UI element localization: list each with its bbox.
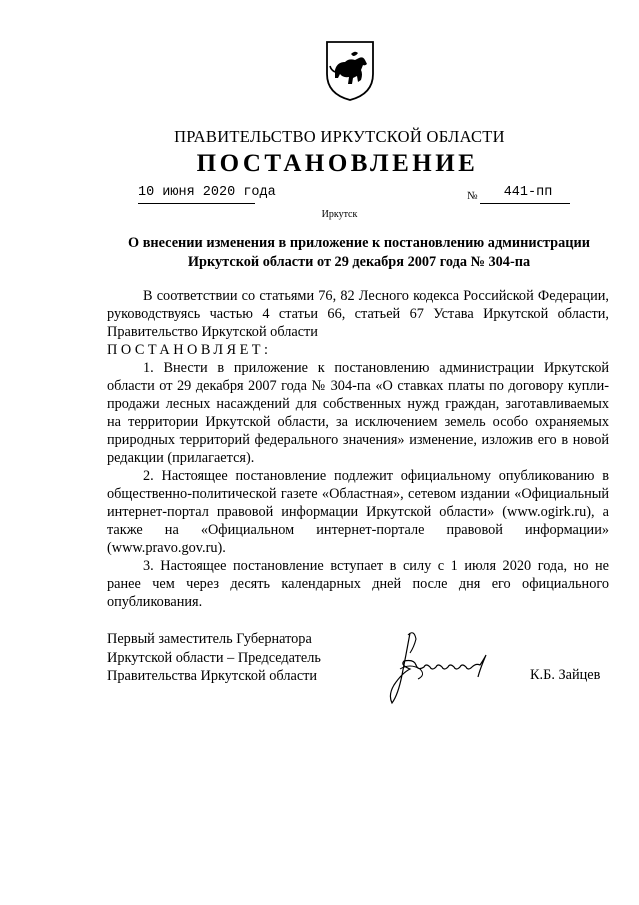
preamble-paragraph: В соответствии со статьями 76, 82 Лесного кодекса Российской Федерации, руководствуясь частью 4 статьи 66, статьей 67 Устава Иркутской области, Правительство Иркутской области [107,288,609,340]
title-line-2: Иркутской области от 29 декабря 2007 года № 304-па [187,254,531,270]
item-2-paragraph: 2. Настоящее постановление подлежит официальному опубликованию в общественно-политической газете «Областная», сетевом издании «Официальный интернет-портал правовой информации Иркутской области» (www.ogirk.ru), а также на «Официальном интернет-портале правовой информации» (www.pravo.gov.ru). [107,468,609,556]
number-sign: № [467,190,478,202]
document-number: 441-пп [503,185,553,200]
item-3-paragraph: 3. Настоящее постановление вступает в силу с 1 июля 2020 года, но не ранее чем через десять календарных дней после дня его официального опубликования. [107,558,609,610]
position-line-2: Иркутской области – Председатель [107,649,321,666]
handwritten-signature-icon [380,625,500,707]
document-type: ПОСТАНОВЛЕНИЕ [196,150,479,177]
decree-word: ПОСТАНОВЛЯЕТ: [107,342,272,358]
date-underline [138,203,255,204]
number-underline [480,203,570,204]
document-title [118,234,600,272]
city: Иркутск [321,209,358,220]
item-1-paragraph: 1. Внести в приложение к постановлению администрации Иркутской области от 29 декабря 2007 года № 304-па «О ставках платы по договору купли-продажи лесных насаждений для собственных нужд граждан, заготавливаемых на территории Иркутской области, за исключением земель особо охраняемых природных территорий федерального значения» изменение, изложив его в новой редакции (прилагается). [107,360,609,466]
position-line-3: Правительства Иркутской области [107,668,318,684]
title-line-1: О внесении изменения в приложение к постановлению администрации [128,235,590,251]
irkutsk-coat-of-arms-icon [325,40,375,102]
position-line-1: Первый заместитель Губернатора [107,631,312,647]
organization-name: ПРАВИТЕЛЬСТВО ИРКУТСКОЙ ОБЛАСТИ [174,127,505,146]
signatory-name: К.Б. Зайцев [530,667,601,683]
document-body [107,287,609,611]
signatory-position [107,630,321,686]
document-date: 10 июня 2020 года [138,185,276,200]
